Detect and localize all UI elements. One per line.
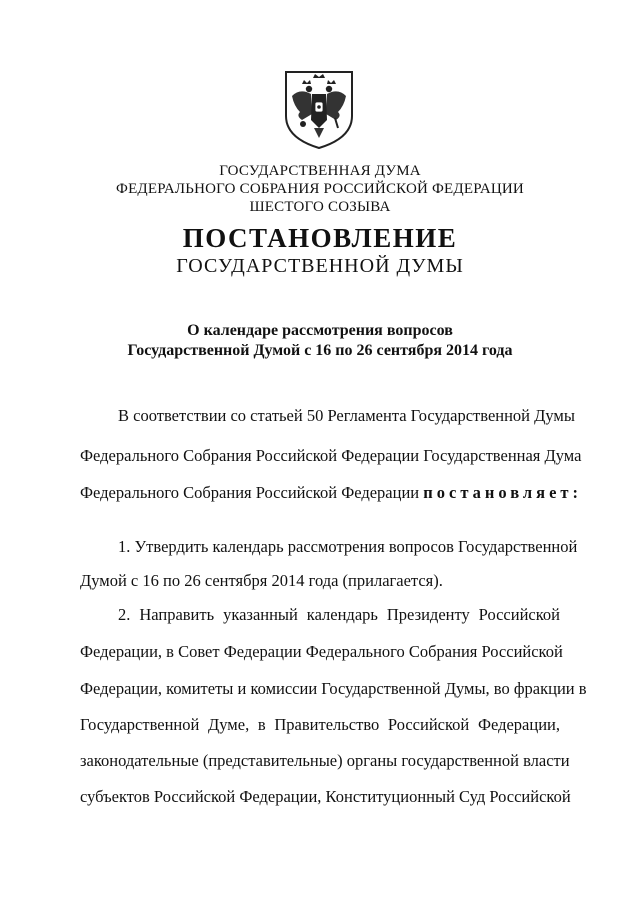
item-2-line-4: Государственной Думе, в Правительство Российской Федерации, — [80, 715, 560, 734]
item-2-line-1: 2. Направить указанный календарь Президенту Российской — [118, 605, 560, 624]
org-line-1: ГОСУДАРСТВЕННАЯ ДУМА — [219, 163, 421, 179]
preamble-line-2: Федерального Собрания Российской Федерации Государственная Дума — [80, 446, 582, 465]
item-2-line-5: законодательные (представительные) органы государственной власти — [80, 751, 570, 770]
item-1-line-2: Думой с 16 по 26 сентября 2014 года (прилагается). — [80, 571, 443, 590]
preamble-line-3-text: Федерального Собрания Российской Федерации — [80, 483, 420, 502]
preamble-line-1: В соответствии со статьей 50 Регламента Государственной Думы — [118, 406, 575, 425]
org-line-2: ФЕДЕРАЛЬНОГО СОБРАНИЯ РОССИЙСКОЙ ФЕДЕРАЦИИ — [116, 181, 524, 197]
document-issuer: ГОСУДАРСТВЕННОЙ ДУМЫ — [176, 255, 464, 277]
document-subject-line-1: О календаре рассмотрения вопросов — [187, 322, 453, 339]
document-type: ПОСТАНОВЛЕНИЕ — [182, 223, 458, 253]
item-1-line-1: 1. Утвердить календарь рассмотрения вопросов Государственной — [118, 537, 578, 556]
coat-of-arms-icon — [282, 66, 356, 150]
preamble-line-3 — [80, 483, 583, 503]
resolution-keyword: постановляет: — [423, 483, 583, 502]
item-2-line-2: Федерации, в Совет Федерации Федерального Собрания Российской — [80, 642, 563, 661]
document-subject-line-2: Государственной Думой с 16 по 26 сентября 2014 года — [127, 342, 513, 359]
item-2-line-6: субъектов Российской Федерации, Конституционный Суд Российской — [80, 787, 571, 806]
item-2-line-3: Федерации, комитеты и комиссии Государственной Думы, во фракции в — [80, 679, 587, 698]
org-line-3: ШЕСТОГО СОЗЫВА — [249, 199, 391, 215]
